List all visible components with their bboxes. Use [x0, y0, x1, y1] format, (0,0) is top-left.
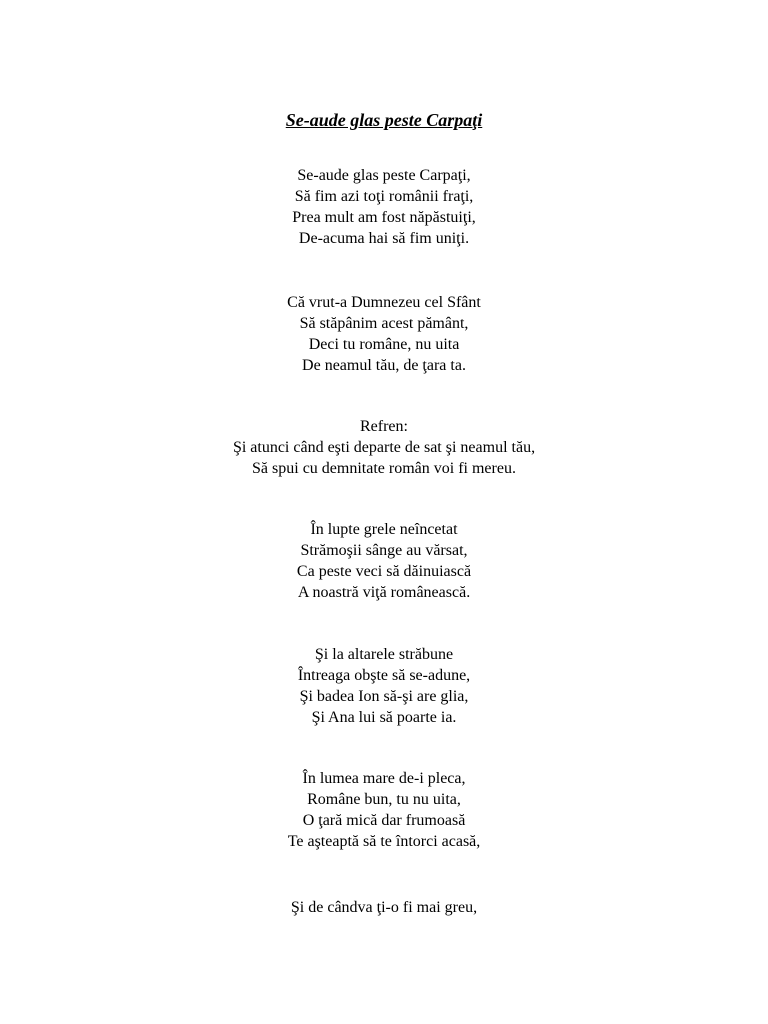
poem-line: Că vrut-a Dumnezeu cel Sfânt [287, 294, 481, 311]
poem-line: În lupte grele neîncetat [310, 521, 458, 538]
poem-line: Să stăpânim acest pământ, [299, 315, 469, 332]
poem-line: Şi atunci când eşti departe de sat şi neamul tău, [232, 439, 536, 456]
poem-title: Se-aude glas peste Carpaţi [285, 110, 483, 130]
poem-line: Te aşteaptă să te întorci acasă, [287, 833, 481, 850]
poem-line: O ţară mică dar frumoasă [302, 812, 466, 829]
poem-line: Şi de cândva ţi-o fi mai greu, [290, 899, 478, 916]
stanza-refrain [0, 416, 768, 479]
refrain-label: Refren: [360, 418, 408, 435]
poem-line: Prea mult am fost năpăstuiţi, [292, 209, 476, 226]
poem-line: Şi badea Ion să-şi are glia, [299, 688, 469, 705]
poem-line: Şi Ana lui să poarte ia. [311, 709, 457, 726]
poem-line: Se-aude glas peste Carpaţi, [297, 167, 471, 184]
poem-line: Strămoşii sânge au vărsat, [300, 542, 468, 559]
poem-line: Să fim azi toţi românii fraţi, [294, 188, 474, 205]
stanza-6 [0, 897, 768, 918]
stanza-1 [0, 165, 768, 249]
poem-line: Române bun, tu nu uita, [307, 791, 461, 808]
stanza-3 [0, 519, 768, 603]
poem-line: Şi la altarele străbune [314, 646, 454, 663]
poem-line: Să spui cu demnitate român voi fi mereu. [252, 460, 516, 477]
stanza-2 [0, 292, 768, 376]
poem-line: Deci tu române, nu uita [308, 336, 460, 353]
poem-line: În lumea mare de-i pleca, [302, 770, 466, 787]
poem-line: De neamul tău, de ţara ta. [302, 357, 466, 374]
poem-line: Întreaga obşte să se-adune, [297, 667, 471, 684]
poem-line: De-acuma hai să fim uniţi. [298, 230, 470, 247]
poem-line: A noastră viţă românească. [297, 584, 471, 601]
stanza-4 [0, 644, 768, 728]
poem-line: Ca peste veci să dăinuiască [296, 563, 472, 580]
stanza-5 [0, 768, 768, 852]
